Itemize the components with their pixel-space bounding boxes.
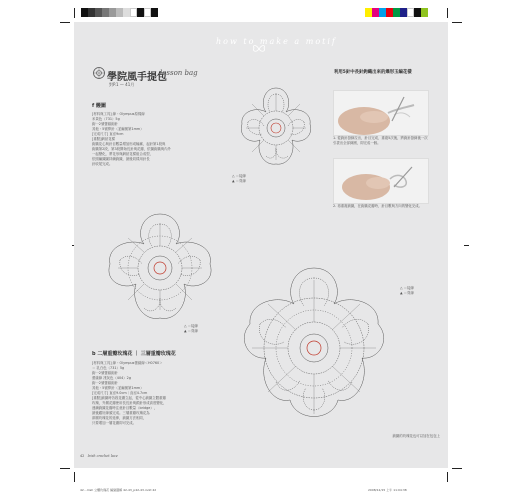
crop-mark: [452, 22, 462, 23]
crop-mark: [60, 22, 70, 23]
steps-title: 利用5針中長針鉤織出來的爆形玉編花樣: [334, 70, 412, 75]
step-photo-1: [333, 90, 429, 136]
motif-diagram-top: [230, 82, 322, 174]
crop-mark: [452, 468, 462, 469]
legend-right: △ ＝接線 ▲ ＝剪線: [400, 286, 414, 295]
motif-diagram-large: [228, 264, 400, 432]
page-number: 42: [80, 454, 85, 458]
page-title: 學院風手提包: [107, 72, 167, 83]
diagram-note: 鉤織的玫瑰花也可以加在包包上: [392, 434, 440, 438]
step-photo-2: [333, 158, 429, 204]
print-slug-right: 2008/12/15 上午 11:04:38: [368, 488, 407, 492]
section-a-body: [材料與工具] 線・Olympus原棉線 米黃色（731）5g 鉤一2號蕾絲鉤針 其他・5號棒針（並編號第1mm） [完成尺寸] 直徑9cm [重點]網狀花樣 鉤織花心與針目數量增加形成輪廓，起針第1段與 鉤織第2段，第3段開始長針與花瓣，依圖鉤織與內外 一起變化，將花形與網狀花樣組合成型， 依照編織圖持續鉤織，最後同樣用針長 針收尾完成。: [92, 112, 171, 166]
registration-mark: [464, 245, 469, 246]
motif-diagram-left: [98, 210, 222, 326]
page-footer: [80, 454, 118, 458]
crop-mark: [74, 472, 75, 482]
series-title: Irish crochet lace: [87, 454, 118, 458]
step-caption-2: 2. 再重複鉤織，在鉤織花瓣時，針目數與方向的變化完成。: [333, 204, 423, 208]
lace-flourish-icon: [92, 66, 106, 80]
step-caption-1: 1. 從鉤針掛線拉出，針目完成，重複5次後，將鉤針掛線後一次引拔出全部線圈，即完成一個。: [333, 136, 428, 145]
color-calibration-bar: [365, 8, 428, 17]
crop-mark: [447, 472, 448, 482]
legend-top: △ ＝接線 ▲ ＝剪線: [232, 174, 246, 183]
crop-mark: [60, 468, 70, 469]
page-title-english: lesson bag: [160, 69, 198, 77]
page-reference: 對P.1 — 41月: [109, 82, 135, 87]
legend-mid: △ ＝接線 ▲ ＝剪線: [184, 324, 198, 333]
butterfly-icon: [252, 44, 266, 54]
grayscale-calibration-bar: [81, 8, 158, 17]
crop-mark: [74, 8, 75, 18]
section-b-body: [材料與工具] 線・Olympus蕾絲線＜H0760＞ ＝ 乳白色（731）5g 鉤一2號蕾絲鉤針 蕾絲線 淺灰色（404）2g 鉤一2號蕾絲鉤針 其他・5號棒針（並編號第1mm） [完成尺寸] 直徑9.0cm｜直徑4.7cm [重點]鉤織時各段花瓣立起，從中心鉤織立體重瓣 玫瑰，外層花瓣使用長長針與鎖針形成高度變化， 連續鉤織花瓣時注意針目數量（bridge）， 最後藏好線頭完成。三層重瓣玫瑰花為 兩層玫瑰花的延伸，鉤織方法相同， 只要增加一層花瓣即可完成。: [92, 361, 167, 425]
section-b-heading: b 二層重瓣玫瑰花 ｜ 三層重瓣玫瑰花: [92, 351, 176, 357]
print-slug-left: 42…Irish 立體玫瑰花 編織圖解 42-43_p42-43.indd 42: [80, 488, 157, 492]
header-banner: how to make a motif: [216, 37, 337, 46]
section-a-heading: f 饅圖: [92, 103, 106, 109]
crop-mark: [447, 8, 448, 18]
